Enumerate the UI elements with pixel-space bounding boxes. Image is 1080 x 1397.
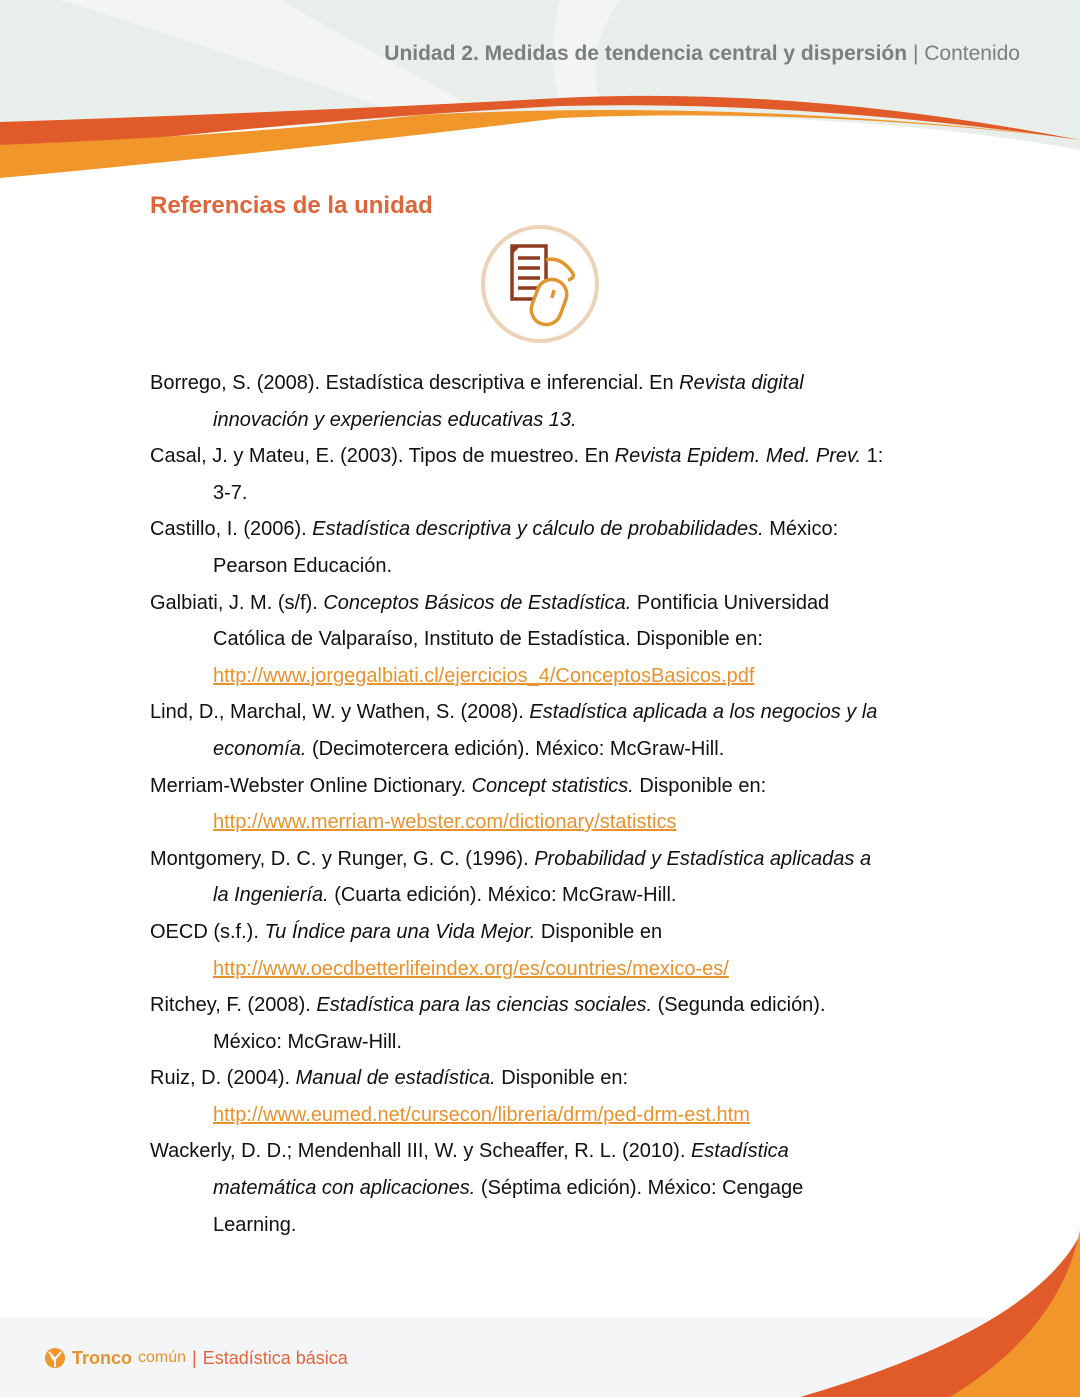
reference-title: Conceptos Básicos de Estadística. — [323, 591, 632, 614]
reference-line — [150, 1133, 883, 1170]
reference-title: la Ingeniería. — [213, 884, 329, 907]
reference-text: (Segunda edición). — [652, 994, 826, 1017]
reference-text: Ruiz, D. (2004). — [150, 1067, 296, 1090]
reference-line — [150, 694, 883, 731]
reference-text: Disponible en: — [633, 774, 767, 797]
reference-line — [150, 914, 883, 951]
reference-line — [150, 475, 883, 512]
reference-text: Católica de Valparaíso, Instituto de Estadística. Disponible en: — [213, 628, 763, 651]
reference-text: 3-7. — [213, 481, 248, 504]
reference-line — [150, 365, 883, 402]
header-section: Contenido — [924, 42, 1020, 65]
reference-entry — [150, 585, 883, 695]
reference-line — [150, 585, 883, 622]
document-mouse-icon — [478, 224, 602, 346]
reference-line — [150, 987, 883, 1024]
reference-text: Disponible en — [535, 920, 663, 943]
footer-brand-name: Tronco — [72, 1347, 133, 1368]
reference-line — [150, 951, 883, 988]
reference-link[interactable]: http://www.jorgegalbiati.cl/ejercicios_4/ConceptosBasicos.pdf — [213, 664, 755, 687]
reference-line — [150, 1170, 883, 1207]
reference-title: Estadística descriptiva y cálculo de probabilidades. — [312, 518, 764, 541]
reference-line — [150, 621, 883, 658]
footer-brand-suffix: común — [138, 1349, 187, 1366]
reference-text: Ritchey, F. (2008). — [150, 994, 317, 1017]
header-unit: Unidad 2. Medidas de tendencia central y dispersión — [384, 42, 908, 65]
reference-line — [150, 731, 883, 768]
reference-text: Wackerly, D. D.; Mendenhall III, W. y Scheaffer, R. L. (2010). — [150, 1140, 691, 1163]
reference-line — [150, 1097, 883, 1134]
reference-title: Revista Epidem. Med. Prev. — [614, 445, 862, 468]
reference-text: (Séptima edición). México: Cengage — [475, 1177, 804, 1200]
reference-line — [150, 548, 883, 585]
page-number: 23 — [976, 1287, 999, 1309]
reference-text: Castillo, I. (2006). — [150, 518, 313, 541]
reference-line — [150, 1024, 883, 1061]
reference-link[interactable]: http://www.oecdbetterlifeindex.org/es/countries/mexico-es/ — [213, 957, 729, 980]
reference-text: (Cuarta edición). México: McGraw-Hill. — [328, 884, 677, 907]
tronco-logo-icon — [44, 1347, 66, 1369]
reference-entry — [150, 987, 883, 1060]
reference-entry — [150, 1133, 883, 1243]
reference-line — [150, 658, 883, 695]
reference-title: economía. — [213, 737, 307, 760]
reference-line — [150, 877, 883, 914]
reference-line — [150, 841, 883, 878]
reference-line — [150, 1060, 883, 1097]
reference-text: Merriam-Webster Online Dictionary. — [150, 774, 472, 797]
reference-text: Galbiati, J. M. (s/f). — [150, 591, 324, 614]
reference-line — [150, 804, 883, 841]
reference-text: Montgomery, D. C. y Runger, G. C. (1996). — [150, 847, 535, 870]
reference-entry — [150, 914, 883, 987]
reference-entry — [150, 365, 883, 438]
reference-entry — [150, 1060, 883, 1133]
reference-text: 1: — [861, 445, 884, 468]
header-separator: | — [912, 42, 919, 65]
reference-entry — [150, 841, 883, 914]
footer-course: Estadística básica — [202, 1347, 348, 1368]
reference-link[interactable]: http://www.merriam-webster.com/dictionary/statistics — [213, 811, 677, 834]
reference-text: Pontificia Universidad — [631, 591, 830, 614]
header-title — [384, 42, 1020, 66]
reference-title: Tu Índice para una Vida Mejor. — [264, 920, 536, 943]
reference-title: innovación y experiencias educativas 13. — [213, 408, 577, 431]
reference-text: Learning. — [213, 1213, 297, 1236]
reference-text: Borrego, S. (2008). Estadística descriptiva e inferencial. En — [150, 372, 680, 394]
reference-line — [150, 768, 883, 805]
reference-text: Disponible en: — [495, 1067, 629, 1090]
reference-title: Estadística — [690, 1140, 789, 1163]
reference-title: Estadística para las ciencias sociales. — [316, 994, 653, 1017]
reference-text: Lind, D., Marchal, W. y Wathen, S. (2008). — [150, 701, 530, 724]
reference-entry — [150, 768, 883, 841]
reference-text: Casal, J. y Mateu, E. (2003). Tipos de muestreo. En — [150, 445, 615, 468]
reference-line — [150, 511, 883, 548]
reference-title: Manual de estadística. — [295, 1067, 496, 1090]
footer-separator: | — [192, 1347, 197, 1368]
section-title: Referencias de la unidad — [150, 192, 433, 219]
reference-title: Estadística aplicada a los negocios y la — [529, 701, 878, 724]
reference-entry — [150, 511, 883, 584]
reference-link[interactable]: http://www.eumed.net/cursecon/libreria/drm/ped-drm-est.htm — [213, 1103, 750, 1126]
footer-brand — [44, 1347, 348, 1369]
reference-title: Revista digital — [679, 372, 804, 394]
reference-line — [150, 1207, 883, 1244]
reference-entry — [150, 694, 883, 767]
reference-text: (Decimotercera edición). México: McGraw-Hill. — [306, 737, 725, 760]
reference-text: OECD (s.f.). — [150, 920, 265, 943]
reference-title: matemática con aplicaciones. — [213, 1177, 476, 1200]
reference-list — [150, 365, 883, 1243]
reference-title: Probabilidad y Estadística aplicadas a — [534, 847, 872, 870]
reference-entry — [150, 438, 883, 511]
reference-line — [150, 438, 883, 475]
reference-text: Pearson Educación. — [213, 554, 393, 577]
reference-text: México: McGraw-Hill. — [213, 1030, 402, 1053]
reference-title: Concept statistics. — [471, 774, 634, 797]
reference-text: México: — [763, 518, 839, 541]
reference-line — [150, 402, 883, 439]
